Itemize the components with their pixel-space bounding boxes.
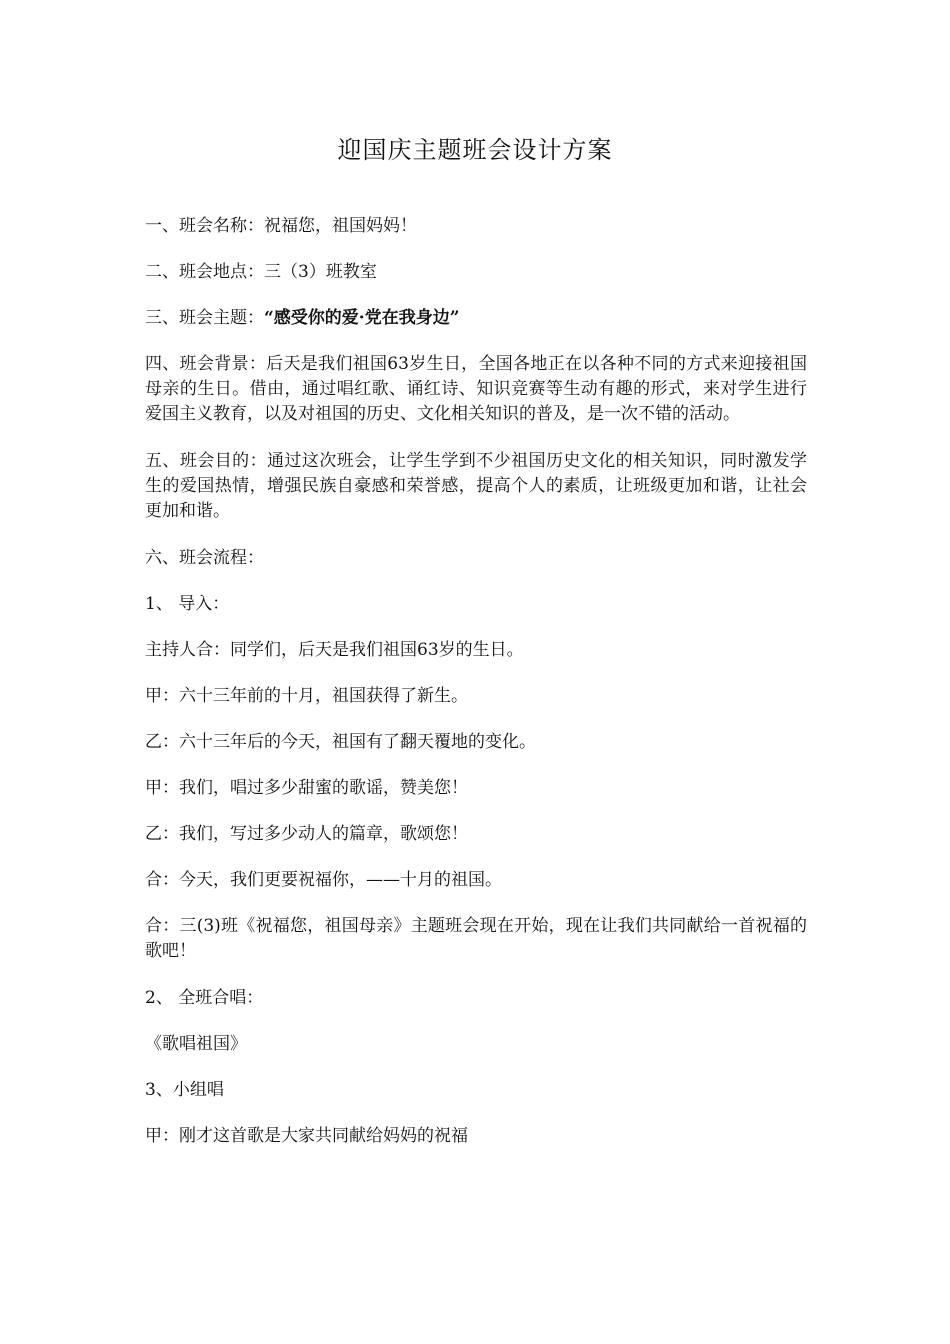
- theme-highlight: “感受你的爱·党在我身边”: [264, 308, 460, 328]
- paragraph-line-a1: 甲：六十三年前的十月，祖国获得了新生。: [145, 686, 468, 706]
- paragraph-step-intro: 1、 导入：: [145, 594, 230, 614]
- paragraph-line-together1: 合：今天，我们更要祝福你，——十月的祖国。: [145, 870, 502, 890]
- paragraph-song-title: 《歌唱祖国》: [145, 1034, 247, 1054]
- paragraph-purpose: 五、班会目的：通过这次班会，让学生学到不少祖国历史文化的相关知识，同时激发学生的爱国热情，增强民族自豪感和荣誉感，提高个人的素质，让班级更加和谐，让社会更加和谐。: [145, 451, 807, 521]
- theme-label: 三、班会主题：: [145, 308, 264, 328]
- paragraph-line-b2: 乙：我们，写过多少动人的篇章，歌颂您！: [145, 824, 468, 844]
- paragraph-step-chorus: 2、 全班合唱：: [145, 988, 264, 1008]
- paragraph-meeting-location: 二、班会地点：三（3）班教室: [145, 262, 377, 282]
- paragraph-background: 四、班会背景：后天是我们祖国63岁生日，全国各地正在以各种不同的方式来迎接祖国母亲的生日。借由，通过唱红歌、诵红诗、知识竞赛等生动有趣的形式，来对学生进行爱国主义教育，以及对祖国的历史、文化相关知识的普及，是一次不错的活动。: [145, 354, 807, 424]
- paragraph-line-together2: 合：三(3)班《祝福您，祖国母亲》主题班会现在开始，现在让我们共同献给一首祝福的歌吧！: [145, 916, 807, 961]
- paragraph-meeting-name: 一、班会名称：祝福您，祖国妈妈！: [145, 216, 417, 236]
- paragraph-meeting-theme: [145, 306, 807, 331]
- paragraph-line-a3: 甲：刚才这首歌是大家共同献给妈妈的祝福: [145, 1126, 468, 1146]
- document-body: [145, 214, 807, 1170]
- paragraph-host-line: 主持人合：同学们，后天是我们祖国63岁的生日。: [145, 640, 524, 660]
- paragraph-process-heading: 六、班会流程：: [145, 548, 264, 568]
- paragraph-line-a2: 甲：我们，唱过多少甜蜜的歌谣，赞美您！: [145, 778, 468, 798]
- paragraph-line-b1: 乙：六十三年后的今天，祖国有了翻天覆地的变化。: [145, 732, 536, 752]
- document-title: 迎国庆主题班会设计方案: [337, 136, 613, 164]
- paragraph-step-group-song: 3、小组唱: [145, 1080, 224, 1100]
